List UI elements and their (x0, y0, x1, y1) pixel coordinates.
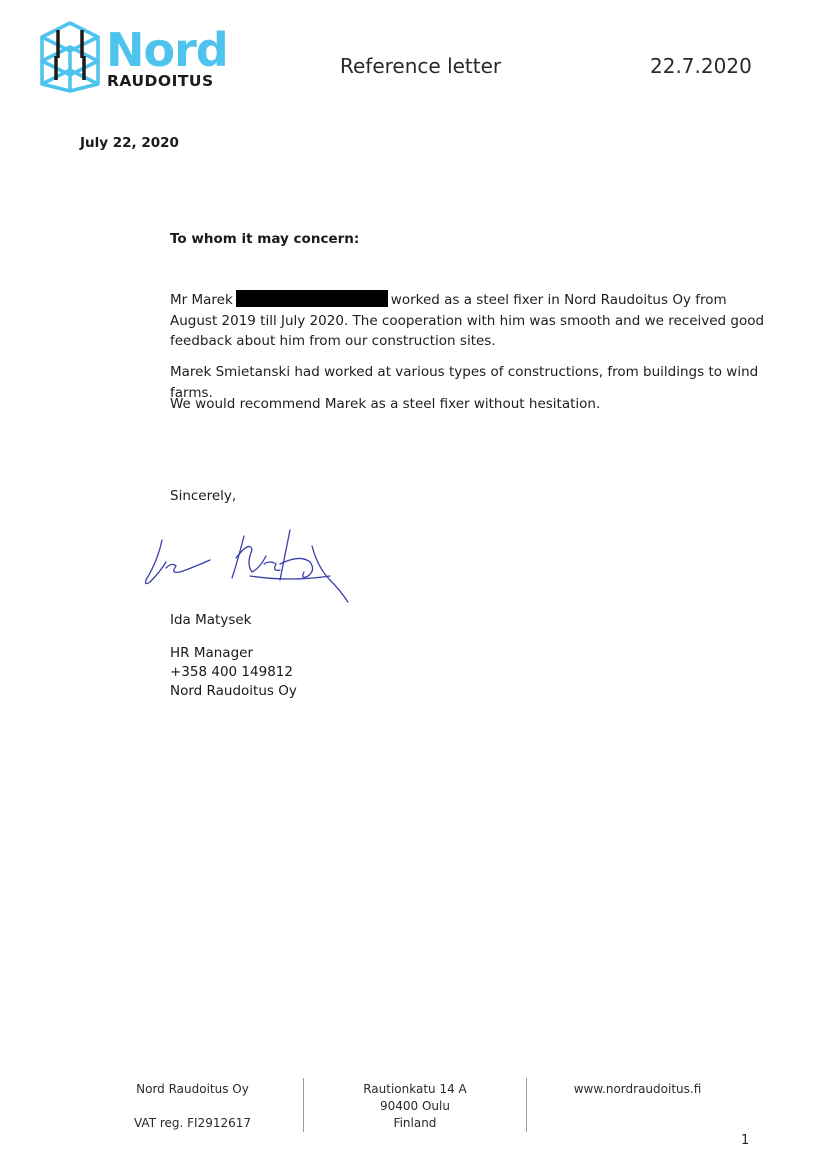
document-title: Reference letter (340, 54, 502, 78)
footer-address-column (340, 1081, 490, 1132)
paragraph-2: Marek Smietanski had worked at various types of constructions, from buildings to wind farms. (170, 364, 759, 401)
signer-company: Nord Raudoitus Oy (170, 683, 297, 699)
footer-divider (526, 1078, 527, 1132)
footer-divider (303, 1078, 304, 1132)
salutation: To whom it may concern: (170, 231, 360, 247)
redaction-bar (236, 290, 388, 307)
closing: Sincerely, (170, 488, 237, 504)
handwritten-signature (140, 520, 360, 610)
signer-phone: +358 400 149812 (170, 664, 293, 680)
footer-company-column (120, 1081, 265, 1132)
footer-vat: VAT reg. FI2912617 (133, 1116, 252, 1130)
paragraph-1 (170, 290, 770, 352)
scaffold-icon (42, 23, 98, 91)
signer-contact (170, 644, 297, 701)
logo-sub-text: RAUDOITUS (107, 72, 214, 90)
company-logo (36, 18, 226, 94)
footer-website-column (560, 1081, 715, 1098)
footer-postal: 90400 Oulu (380, 1099, 450, 1113)
letter-date: July 22, 2020 (80, 135, 179, 151)
paragraph-3: We would recommend Marek as a steel fixer without hesitation. (170, 396, 601, 412)
paragraph-1-rest: worked as a steel fixer in Nord Raudoitus Oy from August 2019 till July 2020. The cooperation with him was smooth and we received good feedback about him from our construction sites. (170, 292, 765, 349)
document-date: 22.7.2020 (650, 54, 752, 78)
footer-company: Nord Raudoitus Oy (136, 1082, 249, 1096)
paragraph-1-start: Mr Marek (170, 292, 233, 308)
footer-website: www.nordraudoitus.fi (573, 1082, 702, 1096)
logo-brand-text: Nord (106, 23, 226, 77)
signer-role: HR Manager (170, 645, 253, 661)
footer-country: Finland (393, 1116, 437, 1130)
page-number: 1 (741, 1133, 750, 1148)
footer-street: Rautionkatu 14 A (363, 1082, 467, 1096)
signer-name: Ida Matysek (170, 612, 252, 628)
